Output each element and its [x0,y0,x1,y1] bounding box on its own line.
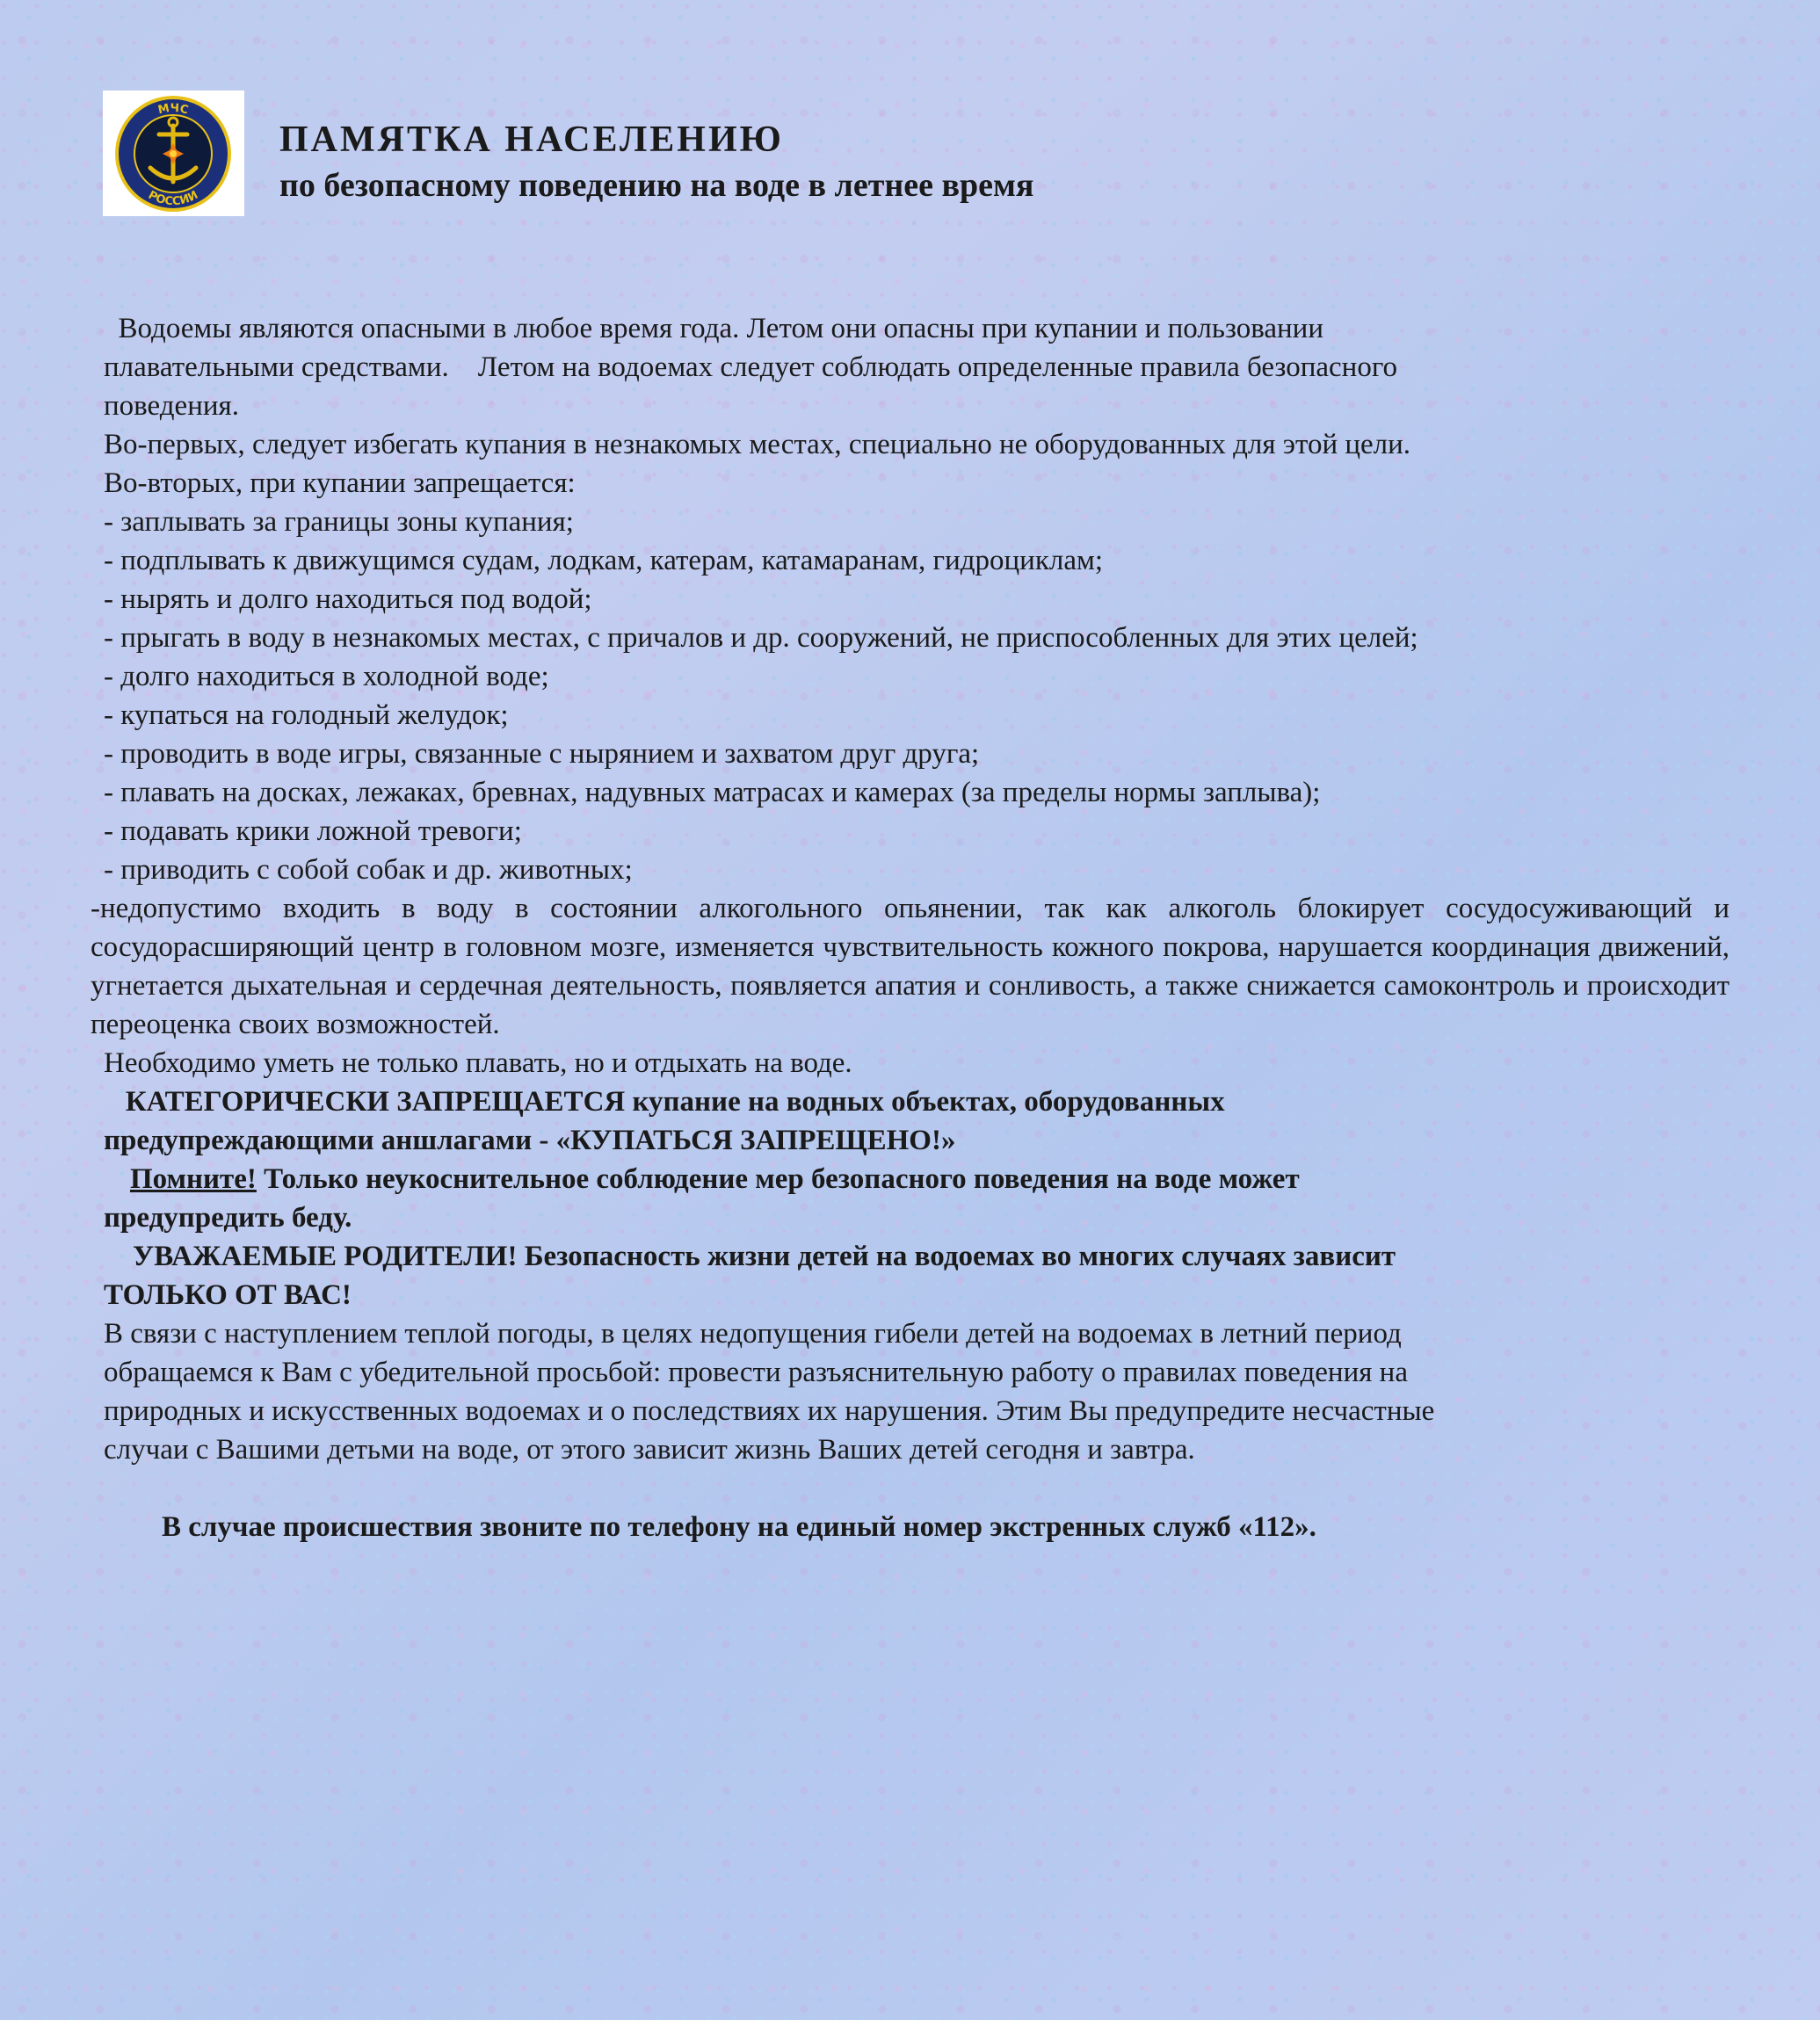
parents-line-2: ТОЛЬКО ОТ ВАС! [104,1279,352,1311]
prohibition-item: - купаться на голодный желудок; [104,699,509,731]
forbidden-line-1: КАТЕГОРИЧЕСКИ ЗАПРЕЩАЕТСЯ купание на водных объектах, оборудованных [104,1086,1225,1118]
first-rule: Во-первых, следует избегать купания в незнакомых местах, специально не оборудованных для этой цели. [104,429,1411,460]
document-header [279,117,1158,208]
prohibition-item: - долго находиться в холодной воде; [104,661,549,692]
svg-text:МЧС [156,102,189,118]
document-subtitle: по безопасному поведению на воде в летнее время [279,167,1034,204]
appeal-line-3: природных и искусственных водоемах и о последствиях их нарушения. Этим Вы предупредите несчастные [104,1395,1435,1427]
document-title: ПАМЯТКА НАСЕЛЕНИЮ [279,119,784,160]
appeal-line-1: В связи с наступлением теплой погоды, в целях недопущения гибели детей на водоемах в летний период [104,1318,1402,1350]
prohibition-item: - подплывать к движущимся судам, лодкам, катерам, катамаранам, гидроциклам; [104,545,1104,576]
prohibition-item: - подавать крики ложной тревоги; [104,815,522,847]
second-rule: Во-вторых, при купании запрещается: [104,467,576,499]
intro-line-3: поведения. [104,390,239,422]
intro-line-2: плавательными средствами. Летом на водоемах следует соблюдать определенные правила безопасного [104,351,1398,383]
parents-line-1: УВАЖАЕМЫЕ РОДИТЕЛИ! Безопасность жизни детей на водоемах во многих случаях зависит [104,1241,1396,1272]
mchs-emblem-logo [103,91,244,216]
prohibition-item: - плавать на досках, лежаках, бревнах, надувных матрасах и камерах (за пределы нормы заплыва); [104,777,1321,808]
prohibition-item: - приводить с собой собак и др. животных; [104,854,633,886]
prohibition-item: - заплывать за границы зоны купания; [104,506,574,538]
prohibition-item: - прыгать в воду в незнакомых местах, с причалов и др. сооружений, не приспособленных для этих целей; [104,622,1418,654]
document-body [91,309,1729,1546]
forbidden-line-2: предупреждающими аншлагами - «КУПАТЬСЯ ЗАПРЕЩЕНО!» [104,1125,956,1156]
appeal-line-2: обращаемся к Вам с убедительной просьбой: провести разъяснительную работу о правилах поведения на [104,1357,1408,1388]
alcohol-warning: -недопустимо входить в воду в состоянии алкогольного опьянении, так как алкоголь блокирует сосудосуживающий и сосудорасширяющий центр в головном мозге, изменяется чувствительность кожного покрова, нарушается координация движений, угнетается дыхательная и сердечная деятельность, появляется апатия и сонливость, а также снижается самоконтроль и происходит переоценка своих возможностей. [91,893,1729,1040]
emblem-top-text: МЧС [156,101,190,118]
prohibition-item: - нырять и долго находиться под водой; [104,583,592,615]
intro-line-1: Водоемы являются опасными в любое время года. Летом они опасны при купании и пользовании [104,313,1323,344]
remember-line [91,1160,1729,1198]
remember-line-2: предупредить беду. [104,1202,352,1234]
remember-label: Помните! [130,1163,257,1195]
emblem-bottom-text: РОССИИ [145,188,200,209]
emergency-number-line: В случае происшествия звоните по телефону на единый номер экстренных служб «112». [104,1511,1316,1543]
remember-text: Только неукоснительное соблюдение мер безопасного поведения на воде может [256,1163,1300,1195]
emblem-icon [103,91,244,216]
prohibition-item: - проводить в воде игры, связанные с нырянием и захватом друг друга; [104,738,980,770]
rest-note: Необходимо уметь не только плавать, но и отдыхать на воде. [104,1047,852,1079]
appeal-line-4: случаи с Вашими детьми на воде, от этого зависит жизнь Ваших детей сегодня и завтра. [104,1434,1195,1466]
spacer [91,1469,1729,1508]
